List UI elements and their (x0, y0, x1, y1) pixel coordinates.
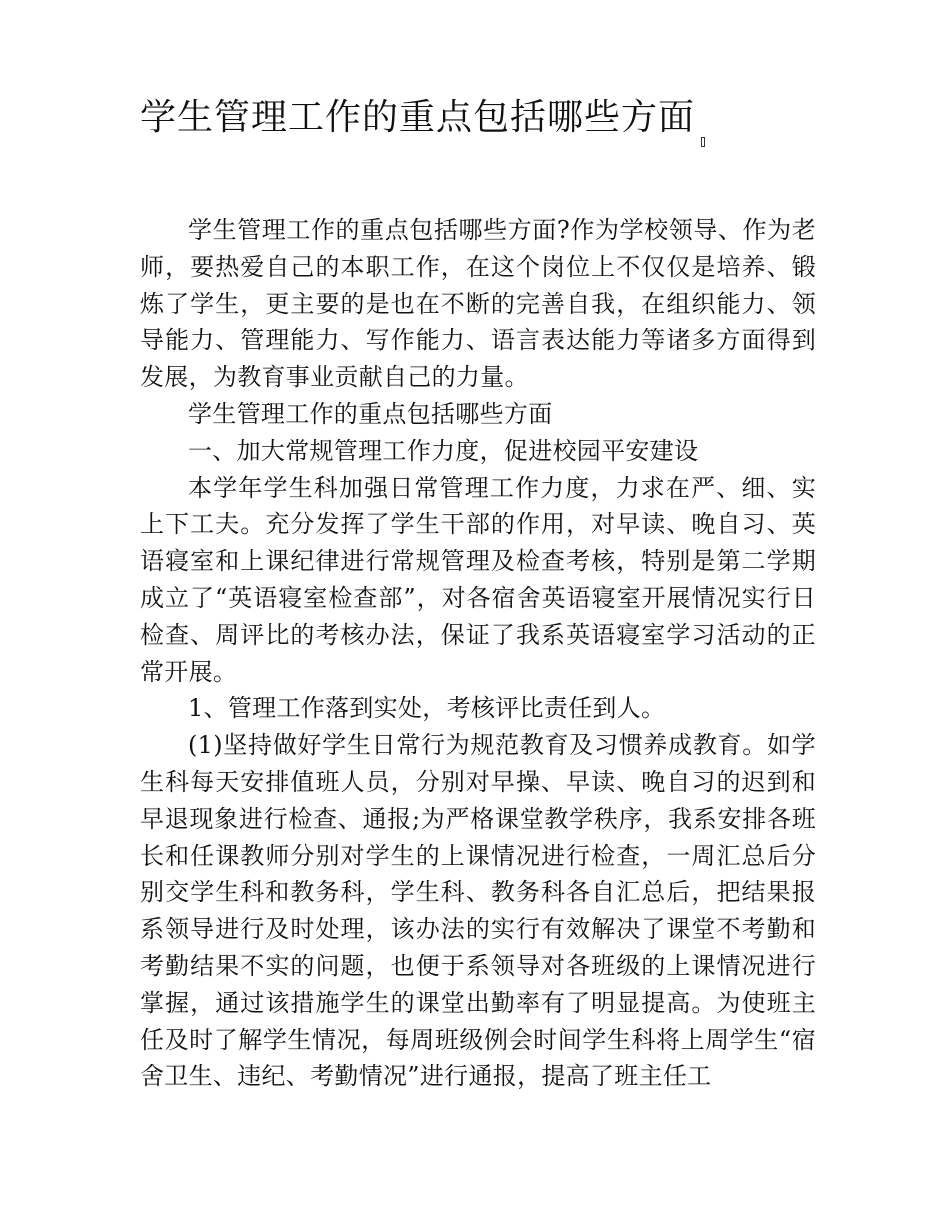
document-title: 学生管理工作的重点包括哪些方面 (140, 97, 696, 138)
section-1-paragraph: 本学年学生科加强日常管理工作力度，力求在严、细、实上下工夫。充分发挥了学生干部的作用，对早读、晚自习、英语寝室和上课纪律进行常规管理及检查考核，特别是第二学期成立了“英语寝室检查部”，对各宿舍英语寝室开展情况实行日检查、周评比的考核办法，保证了我系英语寝室学习活动的正常开展。 (140, 473, 816, 686)
intro-paragraph: 学生管理工作的重点包括哪些方面?作为学校领导、作为老师，要热爱自己的本职工作，在这个岗位上不仅仅是培养、锻炼了学生，更主要的是也在不断的完善自我，在组织能力、领导能力、管理能力、写作能力、语言表达能力等诸多方面得到发展，为教育事业贡献自己的力量。 (140, 216, 816, 392)
section-heading-1: 一、加大常规管理工作力度，促进校园平安建设 (188, 436, 699, 465)
subsection-heading-1: 1、管理工作落到实处，考核评比责任到人。 (188, 694, 666, 723)
text-cursor-mark-icon (701, 137, 705, 147)
subsection-1-paragraph: (1)坚持做好学生日常行为规范教育及习惯养成教育。如学生科每天安排值班人员，分别对早操、早读、晚自习的迟到和早退现象进行检查、通报;为严格课堂教学秩序，我系安排各班长和任课教师分别对学生的上课情况进行检查，一周汇总后分别交学生科和教务科，学生科、教务科各自汇总后，把结果报系领导进行及时处理，该办法的实行有效解决了课堂不考勤和考勤结果不实的问题，也便于系领导对各班级的上课情况进行掌握，通过该措施学生的课堂出勤率有了明显提高。为使班主任及时了解学生情况，每周班级例会时间学生科将上周学生“宿舍卫生、违纪、考勤情况”进行通报，提高了班主任工 (140, 731, 816, 1091)
document-body (140, 212, 816, 1095)
subtitle-paragraph: 学生管理工作的重点包括哪些方面 (188, 399, 553, 428)
